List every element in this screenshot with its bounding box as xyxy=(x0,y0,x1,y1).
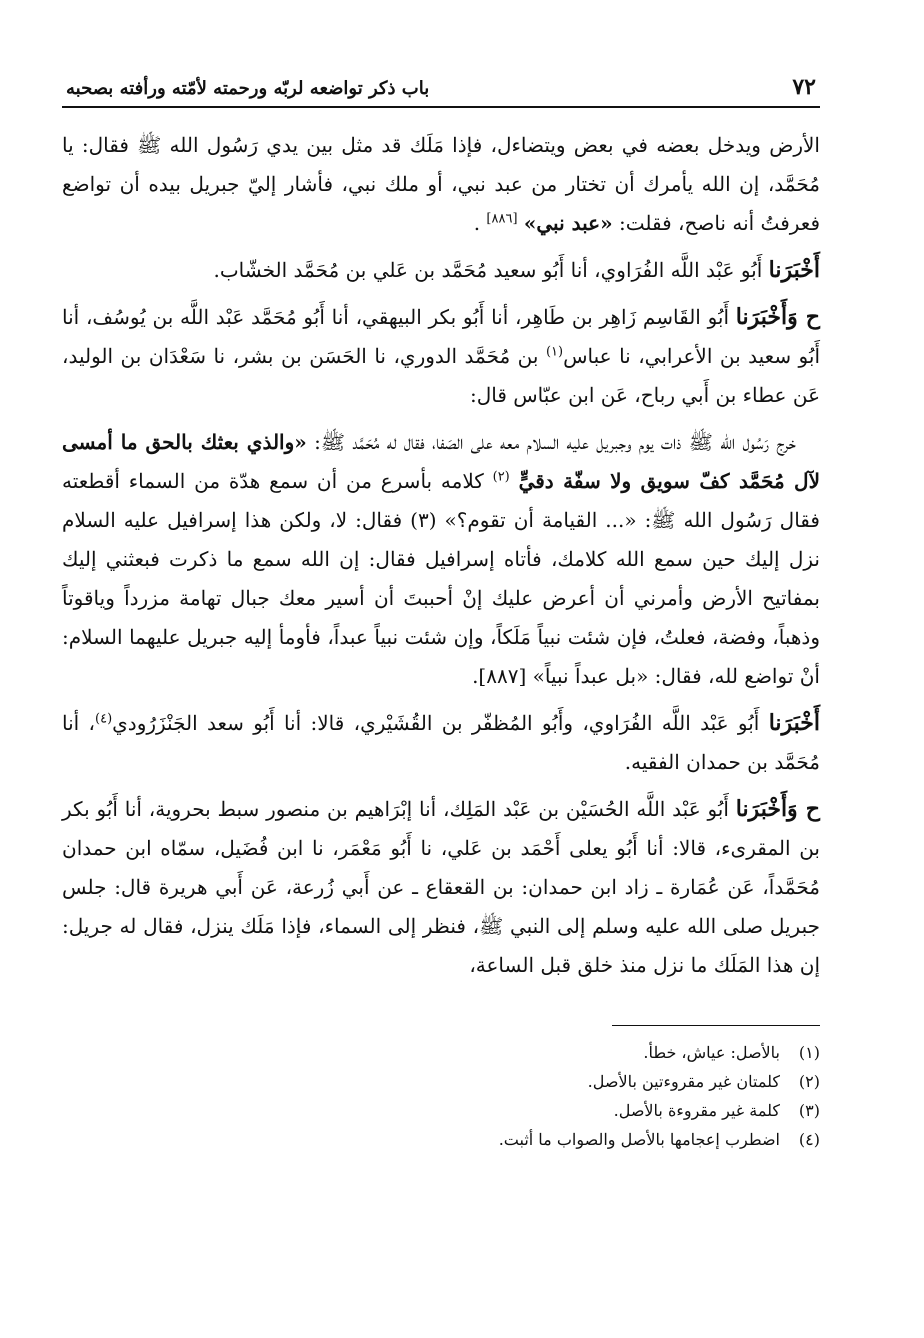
isnad-lead: أَخْبَرَنا xyxy=(768,257,820,283)
paragraph-text: أَبُو القَاسِم زَاهِر بن طَاهِر، أنا أَبُو بكر البيهقي، أنا أَبُو مُحَمَّد عَبْد اللَّه بن يُوسُف، أنا أَبُو سعيد بن الأعرابي، نا عباس xyxy=(62,305,821,368)
footnote-divider xyxy=(612,1025,820,1026)
paragraph-text: أَبُو عَبْد اللَّه الحُسَيْن بن عَبْد المَلِك، أنا إبْرَاهيم بن منصور سبط بحروية، أنا أَبُو بكر بن المقرىء، قالا: أنا أَبُو يعلى أَحْمَد بن عَلي، نا أَبُو مَعْمَر، نا ابن فُضَيل، سمّاه ابن حمدان مُحَمَّداً، عَن عُمَارة ـ زاد ابن حمدان: بن القعقاع ـ عن أَبي زُرعة، عَن أَبي هريرة قال: جلس جبريل صلى الله عليه وسلم إلى النبي ﷺ، فنظر إلى السماء، فإذا مَلَك ينزل، فقال له جريل: إن هذا المَلَك ما نزل منذ خلق قبل الساعة، xyxy=(62,797,820,977)
page-number: ٧٢ xyxy=(792,74,816,100)
paragraph-tail: بن مُحَمَّد الدوري، نا الحَسَن بن بشر، نا سَعْدَان بن الوليد، عَن عطاء بن أَبي رباح، عَن ابن عبّاس قال: xyxy=(62,344,820,407)
footnote-ref: (١) xyxy=(545,344,564,360)
footnote-number: (٣) xyxy=(798,1101,820,1120)
paragraph xyxy=(62,704,820,782)
quoted-text: «عبد نبي» xyxy=(523,211,613,235)
footnote xyxy=(62,1096,820,1125)
paragraph-tail: . xyxy=(473,211,481,235)
footnote xyxy=(62,1067,820,1096)
isnad-lead: أَخْبَرَنا xyxy=(768,710,821,736)
footnote-ref: (٢) xyxy=(492,469,510,485)
quoted-text: «والذي بعثك بالحق ما أمسى لآل مُحَمَّد كفّ سويق ولا سفّة دقيٍّ xyxy=(62,430,820,493)
footnote-ref: (٤) xyxy=(95,711,113,727)
paragraph-tail: كلامه بأسرع من أن سمع هدّة من السماء أقطعته فقال رَسُول الله ﷺ: «... القيامة أن تقوم؟» (٣) فقال: لا، ولكن هذا إسرافيل عليه السلام نزل إليك حين سمع الله كلامك، فأتاه إسرافيل فقال: إن الله سمع ما ذكرت فبعثني إليك بمفاتيح الأرض وأمرني أن أعرض عليك إنْ أحببتَ أن أسير معك جبال تهامة مزرداً وياقوتاً وذهباً، وفضة، فعلتُ، فإن شئت نبياً مَلَكاً، وإن شئت نبياً عبداً، فأومأ إليه جبريل عليهما السلام: أنْ تواضع لله، فقال: «بل عبداً نبياً» [٨٨٧]. xyxy=(62,469,820,688)
paragraph-text: أَبُو عَبْد اللَّه الفُرَاوي، أنا أَبُو سعيد مُحَمَّد بن عَلي بن مُحَمَّد الخشّاب. xyxy=(213,258,763,282)
footnote-text: كلمتان غير مقروءتين بالأصل. xyxy=(587,1072,780,1091)
isnad-lead: ح وَأَخْبَرَنا xyxy=(735,304,820,330)
paragraph xyxy=(62,251,820,290)
running-title: باب ذكر تواضعه لربّه ورحمته لأمّته ورأفته بصحبه xyxy=(66,78,430,99)
footnote-text: بالأصل: عياش، خطأ. xyxy=(643,1043,780,1062)
paragraph xyxy=(62,790,820,985)
footnote-text: كلمة غير مقروءة بالأصل. xyxy=(613,1101,780,1120)
paragraph xyxy=(62,298,820,415)
footnote-number: (٤) xyxy=(798,1130,820,1149)
paragraph-text: خرج رَسُول الله ﷺ ذات يوم وجبريل عليه السلام معه على الصَفا، فقال له مُحَمَّد ﷺ: xyxy=(314,430,797,454)
footnote xyxy=(62,1038,820,1067)
paragraph-text: أَبُو عَبْد اللَّه الفُرَاوي، وأَبُو المُظفّر بن القُشَيْري، قالا: أنا أَبُو سعد الجَنْزَرُودي xyxy=(112,711,760,735)
isnad-lead: ح وَأَخْبَرَنا xyxy=(735,796,820,822)
footnote-number: (١) xyxy=(798,1043,820,1062)
footnote-number: (٢) xyxy=(798,1072,820,1091)
page-header xyxy=(62,74,820,108)
footnote-text: اضطرب إعجامها بالأصل والصواب ما أثبت. xyxy=(498,1130,780,1149)
body-text xyxy=(62,126,820,985)
footnote xyxy=(62,1125,820,1154)
footnotes xyxy=(62,1038,820,1154)
paragraph xyxy=(62,423,820,696)
paragraph xyxy=(62,126,820,243)
page xyxy=(62,74,820,1154)
paragraph-text: الأرض ويدخل بعضه في بعض ويتضاءل، فإذا مَلَك قد مثل بين يدي رَسُول الله ﷺ فقال: يا مُحَمَّد، إن الله يأمرك أن تختار من عبد نبي، أو ملك نبي، فأشار إليّ جبريل بيده أن تواضع فعرفتُ أنه ناصح، فقلت: xyxy=(62,133,820,235)
hadith-number: [٨٨٦] xyxy=(486,211,518,227)
paragraph-tail: ، أنا مُحَمَّد بن حمدان الفقيه. xyxy=(62,711,820,774)
